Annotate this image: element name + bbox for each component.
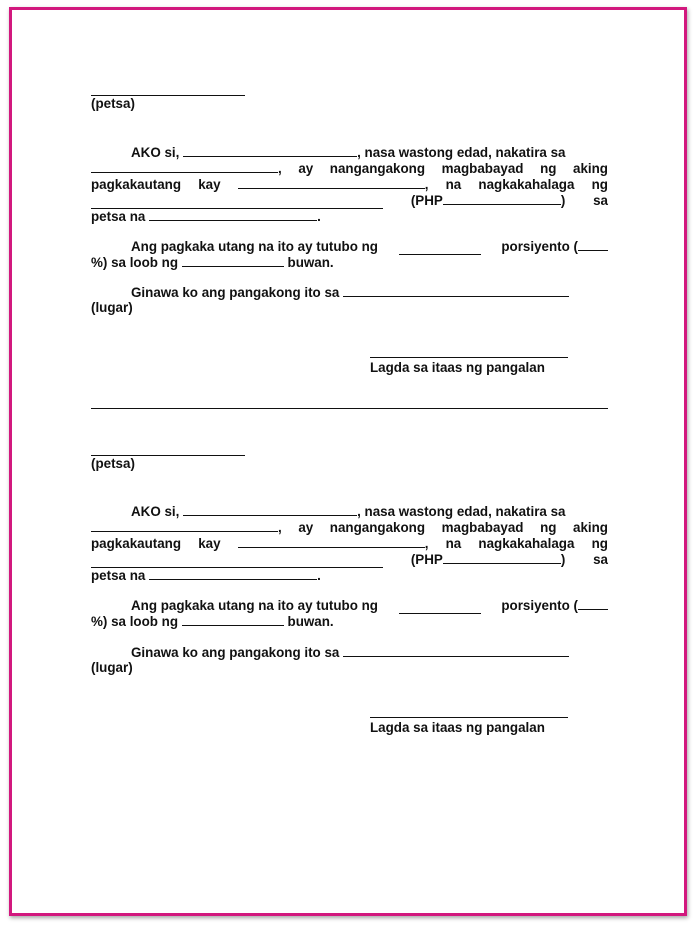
php-amount-field[interactable] <box>443 551 561 564</box>
word-ng: ng <box>591 536 608 551</box>
word-kay: kay <box>198 536 221 551</box>
word-aking: aking <box>573 520 608 535</box>
due-date-line <box>91 208 321 225</box>
word-na: na <box>445 536 462 551</box>
creditor-line <box>91 176 608 193</box>
due-date-line <box>91 567 321 584</box>
buwan-text: buwan. <box>287 255 334 270</box>
word-ng: ng <box>540 161 557 176</box>
word-aking: aking <box>573 161 608 176</box>
place-label: (lugar) <box>91 660 133 675</box>
ako-si-label: AKO si, <box>131 145 180 160</box>
address-field[interactable] <box>91 160 278 173</box>
ako-si-label: AKO si, <box>131 504 180 519</box>
name-field[interactable] <box>183 503 357 516</box>
interest-field[interactable] <box>399 242 481 255</box>
word-nagkakahalaga: nagkakahalaga <box>478 177 575 192</box>
term-text: %) sa loob ng <box>91 614 179 629</box>
address-line <box>91 519 608 536</box>
signature-line[interactable] <box>370 357 568 358</box>
word-ng: ng <box>591 177 608 192</box>
percent-field[interactable] <box>578 238 608 251</box>
months-field[interactable] <box>182 254 284 267</box>
address-line <box>91 160 608 177</box>
php-label: (PHP <box>410 552 443 567</box>
place-text: Ginawa ko ang pangakong ito sa <box>131 645 340 660</box>
cut-separator-line <box>91 408 608 409</box>
comma-text: , <box>424 177 429 192</box>
address-field[interactable] <box>91 519 278 532</box>
date-label: (petsa) <box>91 96 135 111</box>
word-ay: ay <box>298 161 314 176</box>
porsiyento-text: porsiyento ( <box>501 598 578 613</box>
php-close: ) <box>560 552 566 567</box>
ako-si-line <box>131 144 566 161</box>
months-field[interactable] <box>182 613 284 626</box>
place-field[interactable] <box>343 644 569 657</box>
creditor-field[interactable] <box>238 176 425 189</box>
word-pagkakautang: pagkakautang <box>91 177 182 192</box>
place-line <box>131 644 569 661</box>
place-text: Ginawa ko ang pangakong ito sa <box>131 285 340 300</box>
comma-text: , <box>278 161 282 176</box>
word-sa: sa <box>593 193 608 208</box>
nasa-wastong-text: , nasa wastong edad, nakatira sa <box>357 145 566 160</box>
petsa-na-label: petsa na <box>91 568 146 583</box>
ako-si-line <box>131 503 566 520</box>
creditor-line <box>91 535 608 552</box>
place-field[interactable] <box>343 284 569 297</box>
nasa-wastong-text: , nasa wastong edad, nakatira sa <box>357 504 566 519</box>
word-nangangakong: nangangakong <box>329 161 426 176</box>
signature-label: Lagda sa itaas ng pangalan <box>370 720 545 735</box>
php-close: ) <box>560 193 566 208</box>
period-text: . <box>317 568 321 583</box>
name-field[interactable] <box>183 144 357 157</box>
percent-field[interactable] <box>578 597 608 610</box>
amount-line <box>91 192 608 209</box>
php-label: (PHP <box>410 193 443 208</box>
word-magbabayad: magbabayad <box>441 161 524 176</box>
word-magbabayad: magbabayad <box>441 520 524 535</box>
place-label: (lugar) <box>91 300 133 315</box>
signature-label: Lagda sa itaas ng pangalan <box>370 360 545 375</box>
word-ng: ng <box>540 520 557 535</box>
due-date-field[interactable] <box>149 208 317 221</box>
due-date-field[interactable] <box>149 567 317 580</box>
porsiyento-text: porsiyento ( <box>501 239 578 254</box>
comma-text: , <box>424 536 429 551</box>
interest-field[interactable] <box>399 601 481 614</box>
word-pagkakautang: pagkakautang <box>91 536 182 551</box>
interest-line <box>131 597 608 614</box>
word-nangangakong: nangangakong <box>329 520 426 535</box>
term-text: %) sa loob ng <box>91 255 179 270</box>
word-ay: ay <box>298 520 314 535</box>
term-line <box>91 254 334 271</box>
interest-line <box>131 238 608 255</box>
word-kay: kay <box>198 177 221 192</box>
place-line <box>131 284 569 301</box>
petsa-na-label: petsa na <box>91 209 146 224</box>
word-nagkakahalaga: nagkakahalaga <box>478 536 575 551</box>
term-line <box>91 613 334 630</box>
word-sa: sa <box>593 552 608 567</box>
period-text: . <box>317 209 321 224</box>
interest-text: Ang pagkaka utang na ito ay tutubo ng <box>131 598 378 613</box>
interest-text: Ang pagkaka utang na ito ay tutubo ng <box>131 239 378 254</box>
creditor-field[interactable] <box>238 535 425 548</box>
word-na: na <box>445 177 462 192</box>
buwan-text: buwan. <box>287 614 334 629</box>
amount-line <box>91 551 608 568</box>
signature-line[interactable] <box>370 717 568 718</box>
php-amount-field[interactable] <box>443 192 561 205</box>
comma-text: , <box>278 520 282 535</box>
date-label: (petsa) <box>91 456 135 471</box>
